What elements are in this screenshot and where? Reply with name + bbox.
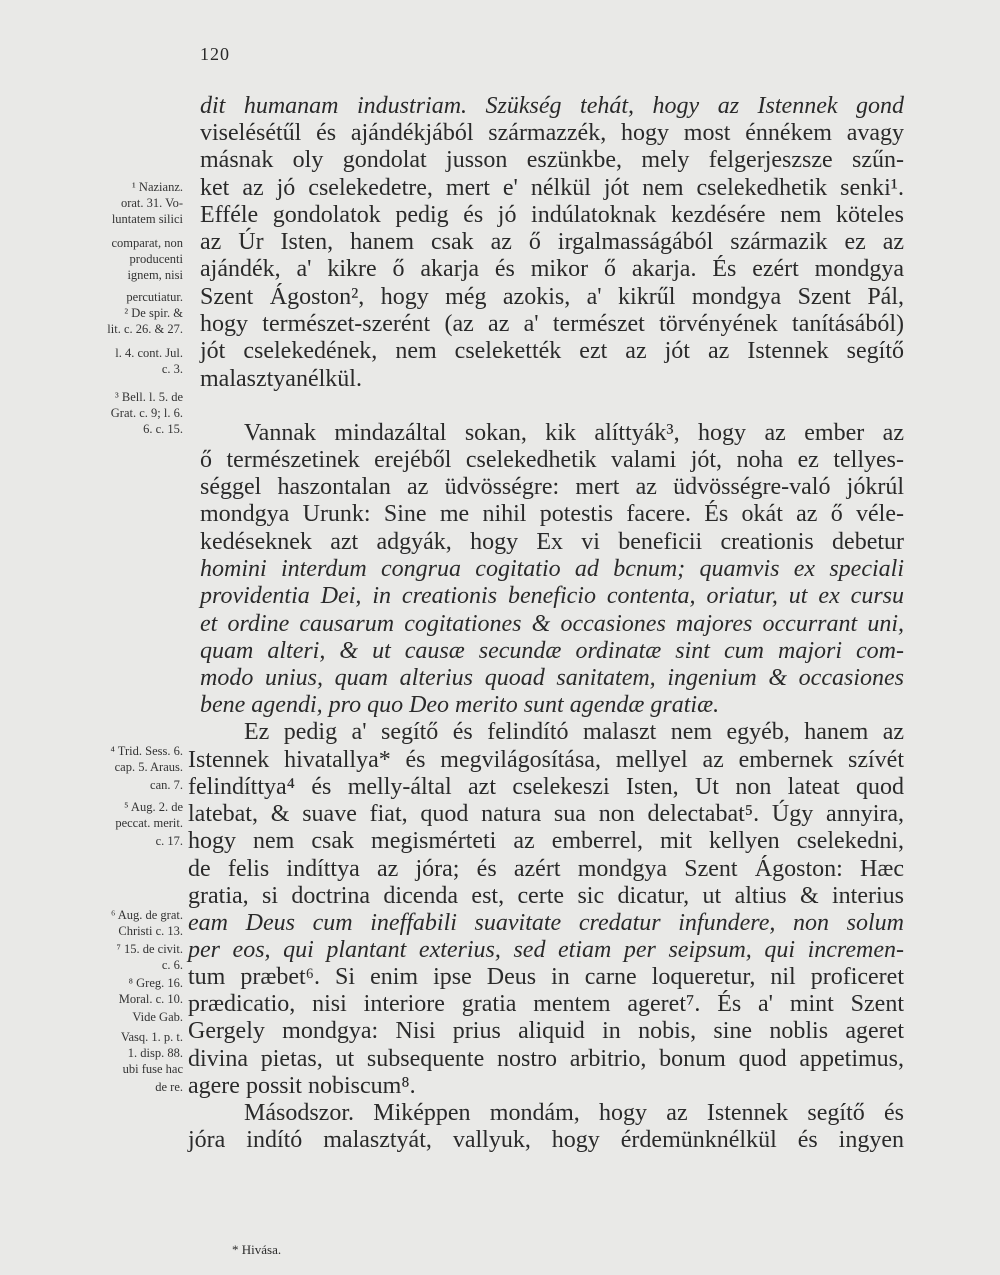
text-line: jóra indító malasztyát, vallyuk, hogy érdemünknélkül és ingyen [188,1127,904,1153]
margin-note-line: comparat, non [111,236,183,250]
text-line: latebat, & suave fiat, quod natura sua non delectabat⁵. Úgy annyira, [188,801,904,827]
text-line: quam alteri, & ut causæ secundæ ordinatæ sint cum majori com- [200,638,904,664]
text-line: Gergely mondgya: Nisi prius aliquid in nobis, sine noblis ageret [188,1018,904,1044]
text-line: agere possit nobiscum⁸. [188,1073,416,1099]
margin-note-line: producenti [129,252,183,266]
margin-note-line: luntatem silici [111,212,183,226]
text-line: ajándék, a' kikre ő akarja és mikor ő akarja. És ezért mondgya [200,256,904,282]
text-line: hogy nem csak megismérteti az emberrel, mit kellyen cselekedni, [188,828,904,854]
margin-note-line: ubi fuse hac [122,1062,183,1076]
margin-note-line: ³ Bell. l. 5. de [115,390,183,404]
text-line: et ordine causarum cogitationes & occasiones majores occurrant uni, [200,611,904,637]
margin-note-line: ⁷ 15. de civit. [116,942,183,956]
text-line: Istennek hivatallya* és megvilágosítása, mellyel az embernek szívét [188,747,904,773]
text-line: Másodszor. Miképpen mondám, hogy az Istennek segítő és [244,1100,904,1126]
text-line: az Úr Isten, hanem csak az ő irgalmasságából származik ez az [200,229,904,255]
text-line: jót cselekedének, nem cselekették ezt az jót az Istennek segítő [200,338,904,364]
margin-note-line: lit. c. 26. & 27. [107,322,183,336]
margin-note-line: ignem, nisi [127,268,183,282]
margin-note-line: ¹ Nazianz. [132,180,183,194]
margin-note-line: de re. [155,1080,183,1094]
text-line: kedéseknek azt adgyák, hogy Ex vi beneficii creationis debetur [200,529,904,555]
text-line: gratia, si doctrina dicenda est, certe sic dicatur, ut altius & interius [188,883,904,909]
text-line: másnak oly gondolat jusson eszünkbe, mely felgerjeszsze szűn- [200,147,904,173]
margin-note-line: cap. 5. Araus. [114,760,183,774]
text-line: Vannak mindazáltal sokan, kik alíttyák³, hogy az ember az [244,420,904,446]
text-line: providentia Dei, in creationis beneficio contenta, oriatur, ut ex cursu [200,583,904,609]
margin-note-line: percutiatur. [126,290,183,304]
text-line: felindíttya⁴ és melly-által azt cselekeszi Isten, Ut non lateat quod [188,774,904,800]
text-line: mondgya Urunk: Sine me nihil potestis facere. És okát az ő véle- [200,501,904,527]
margin-note-line: c. 17. [155,834,183,848]
text-line: prædicatio, nisi interiore gratia mentem ageret⁷. És a' mint Szent [188,991,904,1017]
margin-note-line: peccat. merit. [115,816,183,830]
text-line: eam Deus cum ineffabili suavitate credatur infundere, non solum [188,910,904,936]
margin-note-line: 1. disp. 88. [127,1046,183,1060]
margin-note-line: Moral. c. 10. [118,992,183,1006]
margin-note-line: ⁵ Aug. 2. de [124,800,183,814]
margin-note-line: Vasq. 1. p. t. [120,1030,183,1044]
margin-note-line: can. 7. [150,778,183,792]
text-line: malasztyanélkül. [200,366,362,392]
text-line: per eos, qui plantant exterius, sed etiam per seipsum, qui incremen- [188,937,904,963]
text-line: ket az jó cselekedetre, mert e' nélkül jót nem cselekedhetik senki¹. [200,175,904,201]
margin-note-line: c. 6. [161,958,183,972]
text-line: Ez pedig a' segítő és felindító malaszt nem egyéb, hanem az [244,719,904,745]
text-line: dit humanam industriam. Szükség tehát, hogy az Istennek gond [200,93,904,119]
text-line: divina pietas, ut subsequente nostro arbitrio, bonum quod appetimus, [188,1046,904,1072]
margin-note-line: ⁶ Aug. de grat. [110,908,183,922]
text-line: viselésétűl és ajándékjából származzék, hogy most énnékem avagy [200,120,904,146]
page-number: 120 [200,44,230,64]
text-line: Efféle gondolatok pedig és jó indúlatoknak kezdésére nem köteles [200,202,904,228]
margin-note-line: 6. c. 15. [143,422,183,436]
text-line: modo unius, quam alterius quoad sanitatem, ingenium & occasiones [200,665,904,691]
margin-note-line: ² De spir. & [124,306,183,320]
margin-note-line: ⁸ Greg. 16. [128,976,183,990]
text-line: de felis indíttya az jóra; és azért mondgya Szent Ágoston: Hæc [188,856,904,882]
footnote: * Hivása. [232,1242,282,1257]
margin-note-line: l. 4. cont. Jul. [115,346,183,360]
margin-note-line: Grat. c. 9; l. 6. [110,406,183,420]
text-line: ő természetinek erejéből cselekedhetik valami jót, noha ez tellyes- [200,447,904,473]
text-line: homini interdum congrua cogitatio ad bcnum; quamvis ex speciali [200,556,904,582]
margin-note-line: ⁴ Trid. Sess. 6. [110,744,183,758]
text-line: bene agendi, pro quo Deo merito sunt agendæ gratiæ. [200,692,720,718]
text-line: hogy természet-szerént (az az a' természet törvényének tanításából) [200,311,904,337]
margin-note-line: c. 3. [161,362,183,376]
margin-note-line: Christi c. 13. [118,924,183,938]
text-line: séggel haszontalan az üdvösségre: mert az üdvösségre-való jókrúl [200,474,904,500]
text-line: tum præbet⁶. Si enim ipse Deus in carne loqueretur, nil proficeret [188,964,904,990]
text-line: Szent Ágoston², hogy még azokis, a' kikrűl mondgya Szent Pál, [200,284,904,310]
margin-note-line: orat. 31. Vo- [120,196,183,210]
margin-note-line: Vide Gab. [132,1010,183,1024]
